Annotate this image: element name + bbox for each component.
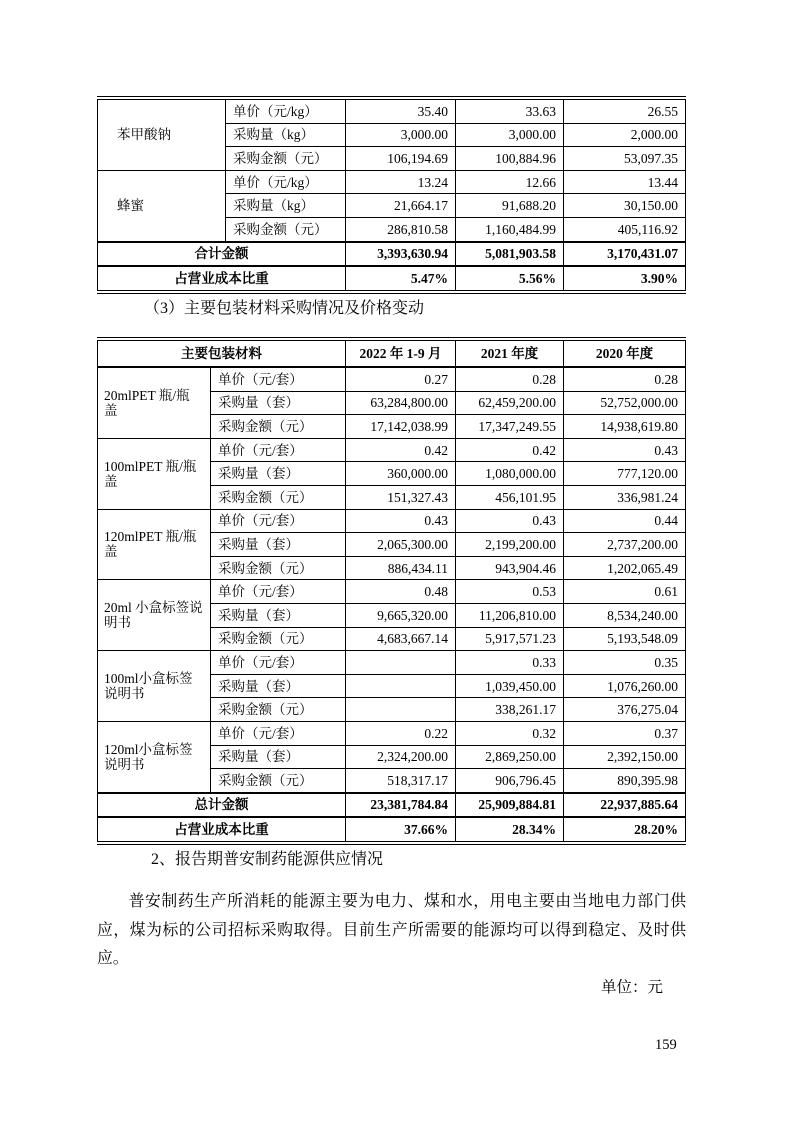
value-cell: 1,080,000.00 [456,462,564,486]
value-cell: 33.63 [456,98,564,123]
value-cell: 0.28 [456,367,564,391]
value-cell: 906,796.45 [456,769,564,793]
summary-value-cell: 3,393,630.94 [346,242,456,267]
metric-label-cell: 采购金额（元） [211,556,346,580]
summary-value-cell: 5.47% [346,266,456,292]
value-cell: 2,000.00 [564,123,686,147]
energy-supply-paragraph: 普安制药生产所消耗的能源主要为电力、煤和水，用电主要由当地电力部门供应，煤为标的公司招标采购取得。目前生产所需要的能源均可以得到稳定、及时供应。 [97,893,686,967]
value-cell: 13.44 [564,170,686,194]
value-cell: 890,395.98 [564,769,686,793]
metric-label-cell: 单价（元/套） [211,509,346,533]
metric-label-cell: 采购量（套） [211,533,346,557]
value-cell: 3,000.00 [346,123,456,147]
packaging-materials-table [97,337,686,845]
metric-label-cell: 采购金额（元） [211,627,346,651]
value-cell: 0.44 [564,509,686,533]
value-cell: 2,065,300.00 [346,533,456,557]
metric-label-cell: 单价（元/套） [211,651,346,675]
summary-value-cell: 28.20% [564,817,686,843]
metric-label-cell: 采购量（套） [211,603,346,627]
table-row [98,438,686,462]
material-name-cell: 苯甲酸钠 [98,98,226,170]
value-cell: 0.61 [564,580,686,604]
value-cell: 360,000.00 [346,462,456,486]
summary-value-cell: 5,081,903.58 [456,242,564,267]
value-cell: 17,347,249.55 [456,415,564,439]
value-cell: 106,194.69 [346,147,456,171]
metric-label-cell: 采购量（套） [211,391,346,415]
unit-note: 单位：元 [600,979,663,996]
table-row [98,98,686,123]
summary-label-cell: 占营业成本比重 [98,266,346,292]
value-cell: 1,160,484.99 [456,217,564,241]
metric-label-cell: 采购金额（元） [226,217,346,241]
value-cell: 1,039,450.00 [456,674,564,698]
metric-label-cell: 采购金额（元） [211,698,346,722]
metric-label-cell: 单价（元/kg） [226,98,346,123]
table-row [98,367,686,391]
value-cell: 0.28 [564,367,686,391]
table-row [98,170,686,194]
value-cell [346,698,456,722]
value-cell: 2,737,200.00 [564,533,686,557]
value-cell: 2,199,200.00 [456,533,564,557]
value-cell: 9,665,320.00 [346,603,456,627]
metric-label-cell: 采购金额（元） [211,769,346,793]
summary-label-cell: 占营业成本比重 [98,817,346,843]
summary-value-cell: 37.66% [346,817,456,843]
value-cell: 5,917,571.23 [456,627,564,651]
value-cell: 11,206,810.00 [456,603,564,627]
column-header-period: 2022 年 1-9 月 [346,339,456,367]
value-cell: 0.53 [456,580,564,604]
value-cell: 777,120.00 [564,462,686,486]
packaging-materials-table-body [98,339,686,843]
value-cell: 456,101.95 [456,485,564,509]
metric-label-cell: 采购量（套） [211,745,346,769]
table-header-row [98,339,686,367]
value-cell: 2,392,150.00 [564,745,686,769]
value-cell: 0.35 [564,651,686,675]
value-cell: 4,683,667.14 [346,627,456,651]
metric-label-cell: 采购量（kg） [226,194,346,218]
column-header-period: 2020 年度 [564,339,686,367]
summary-value-cell: 28.34% [456,817,564,843]
value-cell: 14,938,619.80 [564,415,686,439]
value-cell: 62,459,200.00 [456,391,564,415]
value-cell: 12.66 [456,170,564,194]
value-cell: 518,317.17 [346,769,456,793]
material-name-cell: 100mlPET 瓶/瓶盖 [98,438,211,509]
table-row [98,721,686,745]
value-cell: 100,884.96 [456,147,564,171]
material-name-cell: 20mlPET 瓶/瓶盖 [98,367,211,438]
value-cell: 0.37 [564,721,686,745]
value-cell: 151,327.43 [346,485,456,509]
metric-label-cell: 单价（元/套） [211,721,346,745]
value-cell: 886,434.11 [346,556,456,580]
value-cell: 338,261.17 [456,698,564,722]
value-cell: 63,284,800.00 [346,391,456,415]
value-cell: 286,810.58 [346,217,456,241]
value-cell: 0.43 [456,509,564,533]
value-cell: 26.55 [564,98,686,123]
metric-label-cell: 单价（元/套） [211,580,346,604]
metric-label-cell: 采购金额（元） [226,147,346,171]
value-cell: 35.40 [346,98,456,123]
summary-value-cell: 22,937,885.64 [564,793,686,818]
metric-label-cell: 采购量（套） [211,462,346,486]
value-cell: 17,142,038.99 [346,415,456,439]
value-cell: 8,534,240.00 [564,603,686,627]
value-cell: 336,981.24 [564,485,686,509]
value-cell: 943,904.46 [456,556,564,580]
metric-label-cell: 单价（元/套） [211,438,346,462]
summary-value-cell: 3.90% [564,266,686,292]
value-cell: 0.43 [564,438,686,462]
value-cell: 405,116.92 [564,217,686,241]
value-cell [346,674,456,698]
table-row [98,651,686,675]
summary-value-cell: 23,381,784.84 [346,793,456,818]
material-name-cell: 100ml小盒标签说明书 [98,651,211,722]
value-cell: 2,324,200.00 [346,745,456,769]
ratio-row [98,817,686,843]
page-number: 159 [655,1037,677,1053]
value-cell: 30,150.00 [564,194,686,218]
metric-label-cell: 采购量（套） [211,674,346,698]
raw-materials-table-continued [97,96,686,294]
value-cell: 5,193,548.09 [564,627,686,651]
value-cell: 0.42 [456,438,564,462]
summary-value-cell: 5.56% [456,266,564,292]
value-cell: 52,752,000.00 [564,391,686,415]
summary-value-cell: 3,170,431.07 [564,242,686,267]
material-name-cell: 120ml小盒标签说明书 [98,721,211,792]
total-row [98,242,686,267]
summary-label-cell: 合计金额 [98,242,346,267]
value-cell [346,651,456,675]
section-heading-packaging-materials: （3）主要包装材料采购情况及价格变动 [144,300,425,317]
metric-label-cell: 采购量（kg） [226,123,346,147]
value-cell: 1,202,065.49 [564,556,686,580]
value-cell: 0.32 [456,721,564,745]
table-row [98,580,686,604]
value-cell: 91,688.20 [456,194,564,218]
metric-label-cell: 单价（元/kg） [226,170,346,194]
metric-label-cell: 采购金额（元） [211,415,346,439]
ratio-row [98,266,686,292]
metric-label-cell: 采购金额（元） [211,485,346,509]
total-row [98,793,686,818]
value-cell: 1,076,260.00 [564,674,686,698]
value-cell: 0.27 [346,367,456,391]
value-cell: 0.33 [456,651,564,675]
value-cell: 53,097.35 [564,147,686,171]
material-name-cell: 蜂蜜 [98,170,226,241]
section-heading-energy-supply: 2、报告期普安制药能源供应情况 [151,851,384,868]
material-name-cell: 120mlPET 瓶/瓶盖 [98,509,211,580]
summary-value-cell: 25,909,884.81 [456,793,564,818]
column-header-materials: 主要包装材料 [98,339,346,367]
summary-label-cell: 总计金额 [98,793,346,818]
value-cell: 13.24 [346,170,456,194]
column-header-period: 2021 年度 [456,339,564,367]
metric-label-cell: 单价（元/套） [211,367,346,391]
value-cell: 0.43 [346,509,456,533]
value-cell: 376,275.04 [564,698,686,722]
value-cell: 21,664.17 [346,194,456,218]
value-cell: 0.48 [346,580,456,604]
table-row [98,509,686,533]
material-name-cell: 20ml 小盒标签说明书 [98,580,211,651]
value-cell: 0.22 [346,721,456,745]
value-cell: 3,000.00 [456,123,564,147]
raw-materials-table-body [98,98,686,292]
value-cell: 0.42 [346,438,456,462]
value-cell: 2,869,250.00 [456,745,564,769]
